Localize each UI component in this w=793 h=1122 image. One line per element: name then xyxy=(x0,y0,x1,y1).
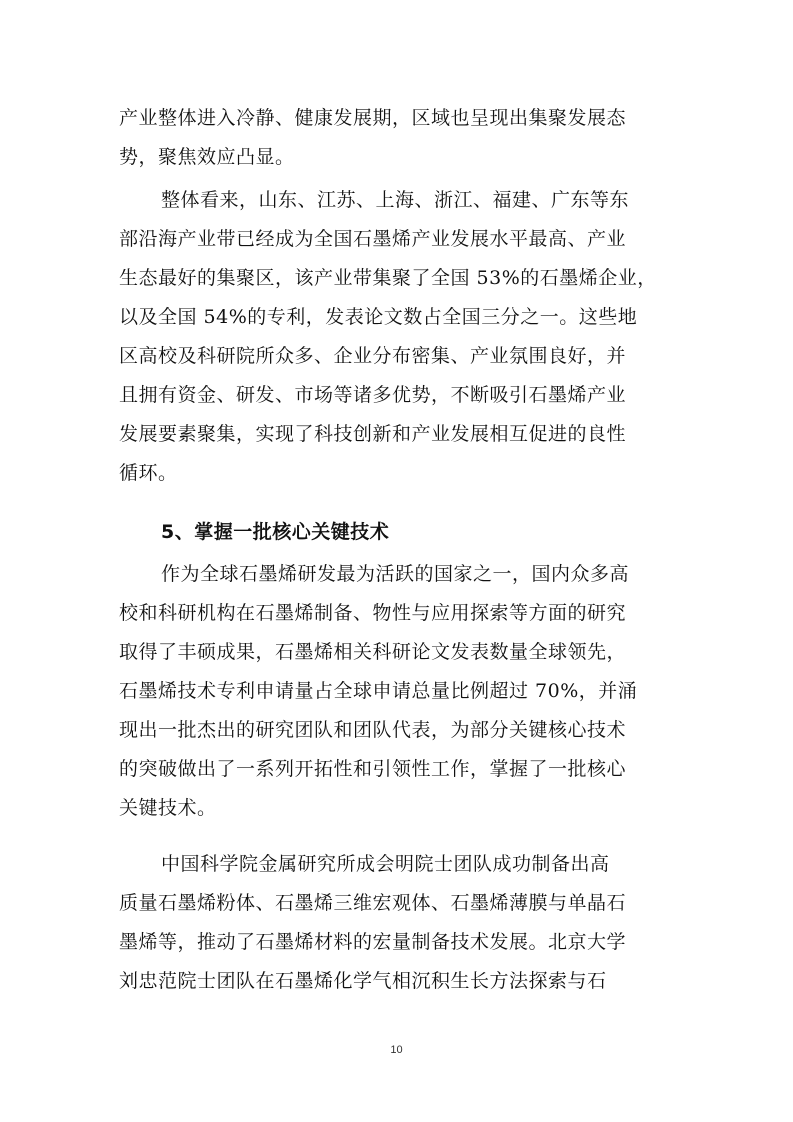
text-line: 的突破做出了一系列开拓性和引领性工作，掌握了一批核心 xyxy=(119,758,627,780)
text-line: 且拥有资金、研发、市场等诸多优势，不断吸引石墨烯产业 xyxy=(119,384,627,406)
section-heading-text: 5、掌握一批核心关键技术 xyxy=(161,521,390,543)
text-line: 中国科学院金属研究所成会明院士团队成功制备出高 xyxy=(161,853,610,875)
text-line: 整体看来，山东、江苏、上海、浙江、福建、广东等东 xyxy=(161,189,630,211)
text-line: 刘忠范院士团队在石墨烯化学气相沉积生长方法探索与石 xyxy=(119,970,607,992)
text-line: 产业整体进入冷静、健康发展期，区域也呈现出集聚发展态 xyxy=(119,107,627,129)
paragraph-2 xyxy=(119,181,679,493)
text-line: 校和科研机构在石墨烯制备、物性与应用探索等方面的研究 xyxy=(119,602,627,624)
text-line: 关键技术。 xyxy=(119,797,217,819)
text-line: 现出一批杰出的研究团队和团队代表，为部分关键核心技术 xyxy=(119,719,627,741)
text-line: 作为全球石墨烯研发最为活跃的国家之一，国内众多高 xyxy=(161,563,630,585)
text-line: 部沿海产业带已经成为全国石墨烯产业发展水平最高、产业 xyxy=(119,228,627,250)
paragraph-3 xyxy=(119,555,679,828)
text-line: 势，聚焦效应凸显。 xyxy=(119,146,295,168)
page-number: 10 xyxy=(390,1044,403,1056)
section-heading xyxy=(119,513,679,552)
text-line: 循环。 xyxy=(119,462,178,484)
text-line: 质量石墨烯粉体、石墨烯三维宏观体、石墨烯薄膜与单晶石 xyxy=(119,892,627,914)
paragraph-1 xyxy=(119,99,679,177)
text-line: 石墨烯技术专利申请量占全球申请总量比例超过 70%，并涌 xyxy=(119,680,638,702)
text-line: 以及全国 54%的专利，发表论文数占全国三分之一。这些地 xyxy=(119,306,638,328)
text-line: 生态最好的集聚区，该产业带集聚了全国 53%的石墨烯企业， xyxy=(119,267,657,289)
text-line: 取得了丰硕成果，石墨烯相关科研论文发表数量全球领先， xyxy=(119,641,627,663)
text-line: 墨烯等，推动了石墨烯材料的宏量制备技术发展。北京大学 xyxy=(119,931,627,953)
paragraph-4 xyxy=(119,845,679,1001)
text-line: 区高校及科研院所众多、企业分布密集、产业氛围良好，并 xyxy=(119,345,627,367)
text-line: 发展要素聚集，实现了科技创新和产业发展相互促进的良性 xyxy=(119,423,627,445)
